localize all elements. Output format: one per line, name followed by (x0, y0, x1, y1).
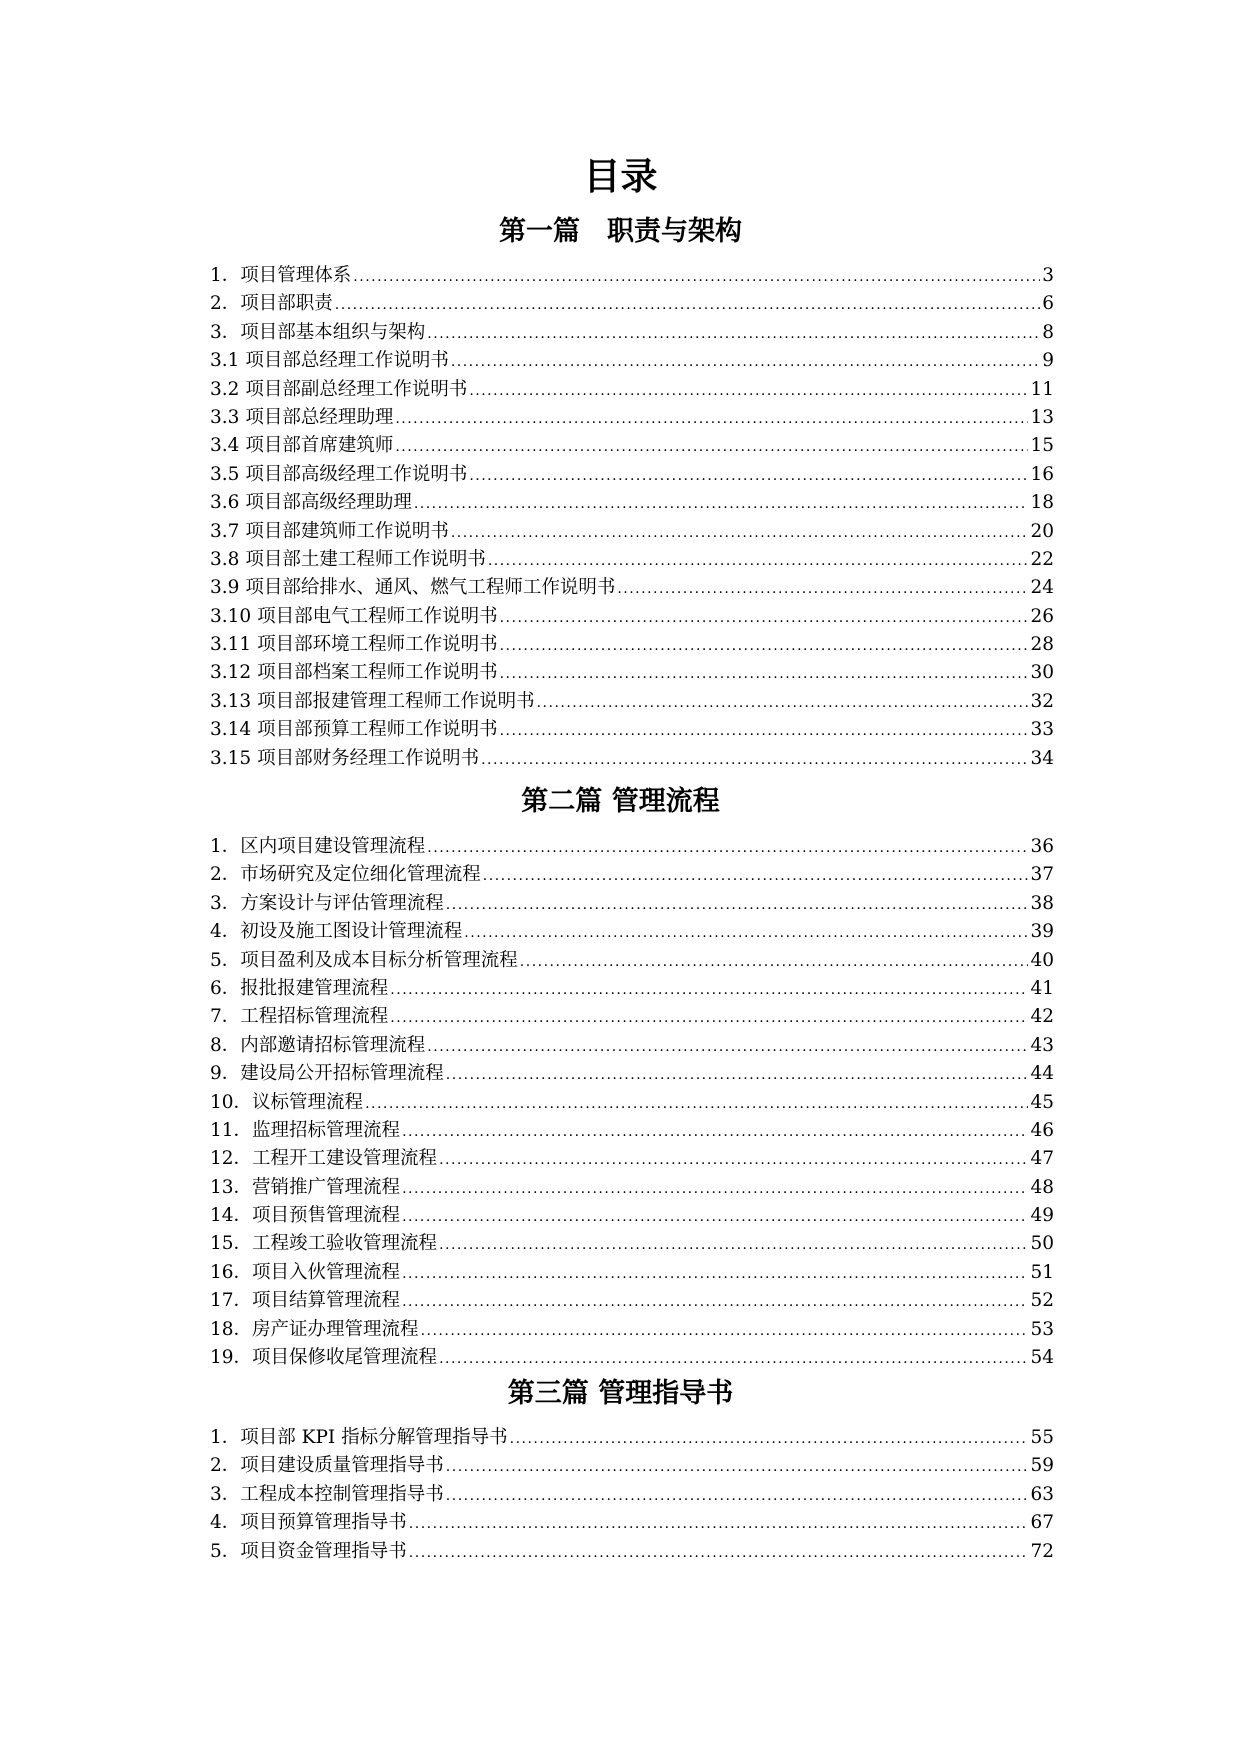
entry-number: 3.12 (210, 662, 258, 684)
page-number: 18 (1030, 492, 1054, 514)
entry-number: 8． (210, 1034, 241, 1056)
toc-entry[interactable] (210, 659, 1054, 687)
entry-number: 1． (210, 1427, 241, 1448)
entry-number: 3.14 (210, 719, 258, 741)
toc-entry[interactable] (210, 432, 1054, 460)
toc-entry[interactable] (210, 290, 1054, 318)
entry-number: 14． (210, 1205, 253, 1227)
entry-number: 17． (210, 1290, 253, 1312)
page-number: 9 (1042, 350, 1054, 372)
page-number: 11 (1030, 378, 1054, 400)
page-number: 3 (1042, 265, 1054, 286)
entry-number: 6． (210, 977, 241, 999)
entry-title: 市场研究及定位细化管理流程 (240, 864, 481, 886)
entry-title: 项目资金管理指导书 (240, 1540, 407, 1562)
dot-leader (617, 575, 1028, 603)
toc-list (210, 1424, 1054, 1566)
toc-entry[interactable] (210, 1202, 1054, 1230)
page-number: 47 (1030, 1148, 1054, 1170)
toc-entry[interactable] (210, 1287, 1054, 1315)
toc-entry[interactable] (210, 1259, 1054, 1287)
page-number: 72 (1030, 1540, 1054, 1562)
entry-title: 项目部职责 (240, 293, 333, 315)
entry-number: 3.2 (210, 378, 246, 400)
page-number: 40 (1030, 949, 1054, 971)
dot-leader (335, 291, 1040, 319)
entry-number: 7． (210, 1006, 241, 1028)
entry-number: 5． (210, 949, 241, 971)
entry-title: 项目部土建工程师工作说明书 (245, 548, 486, 570)
entry-number: 2． (210, 1455, 241, 1477)
entry-number: 9． (210, 1063, 241, 1085)
page-number: 16 (1030, 463, 1054, 485)
dot-leader (469, 377, 1028, 405)
entry-number: 11． (210, 1119, 253, 1141)
toc-entry[interactable] (210, 262, 1054, 290)
entry-number: 3.4 (210, 435, 246, 457)
entry-number: 3.5 (210, 463, 246, 485)
entry-title: 项目部总经理工作说明书 (245, 350, 449, 372)
page-number: 15 (1030, 435, 1054, 457)
dot-leader (451, 348, 1040, 376)
entry-title: 项目部基本组织与架构 (240, 321, 426, 343)
entry-title: 建设局公开招标管理流程 (240, 1063, 444, 1085)
toc-entry[interactable] (210, 461, 1054, 489)
page-number: 28 (1030, 634, 1054, 656)
toc-entry[interactable] (210, 1060, 1054, 1088)
page-number: 67 (1030, 1512, 1054, 1534)
toc-entry[interactable] (210, 404, 1054, 432)
dot-leader (409, 1539, 1029, 1567)
entry-title: 项目建设质量管理指导书 (240, 1455, 444, 1477)
page-number: 34 (1030, 747, 1054, 769)
toc-entry[interactable] (210, 947, 1054, 975)
toc-entry[interactable] (210, 918, 1054, 946)
entry-title: 初设及施工图设计管理流程 (240, 921, 463, 943)
dot-leader (439, 1146, 1028, 1174)
dot-leader (464, 919, 1028, 947)
dot-leader (390, 976, 1028, 1004)
toc-entry[interactable] (210, 1174, 1054, 1202)
dot-leader (439, 1231, 1028, 1259)
section-heading: 第二篇 管理流程 (521, 786, 720, 817)
entry-title: 项目入伙管理流程 (252, 1261, 401, 1283)
toc-entry[interactable] (210, 861, 1054, 889)
toc-entry[interactable] (210, 688, 1054, 716)
dot-leader (365, 1090, 1028, 1118)
page-number: 45 (1030, 1091, 1054, 1113)
entry-number: 3． (210, 321, 241, 343)
entry-number: 3.8 (210, 548, 246, 570)
dot-leader (451, 519, 1029, 547)
entry-title: 房产证办理管理流程 (252, 1318, 419, 1340)
dot-leader (427, 834, 1028, 862)
dot-leader (446, 891, 1029, 919)
toc-entry[interactable] (210, 1230, 1054, 1258)
page-number: 51 (1030, 1261, 1054, 1283)
toc-entry[interactable] (210, 1032, 1054, 1060)
entry-number: 2． (210, 293, 241, 315)
toc-entry[interactable] (210, 1117, 1054, 1145)
dot-leader (446, 1482, 1029, 1510)
toc-entry[interactable] (210, 319, 1054, 347)
section-heading: 第一篇 职责与架构 (499, 216, 742, 247)
page-number: 63 (1030, 1483, 1054, 1505)
page-number: 20 (1030, 520, 1054, 542)
entry-title: 项目保修收尾管理流程 (252, 1347, 438, 1369)
page-number: 36 (1030, 836, 1054, 857)
page-number: 38 (1030, 892, 1054, 914)
entry-number: 3.13 (210, 690, 258, 712)
dot-leader (402, 1288, 1028, 1316)
dot-leader (353, 263, 1040, 291)
toc-entry[interactable] (210, 1089, 1054, 1117)
toc-entry[interactable] (210, 1145, 1054, 1173)
page-number: 37 (1030, 864, 1054, 886)
page-number: 59 (1030, 1455, 1054, 1477)
page-number: 48 (1030, 1176, 1054, 1198)
dot-leader (421, 1317, 1029, 1345)
dot-leader (402, 1203, 1028, 1231)
toc-entry[interactable] (210, 1509, 1054, 1537)
page-number: 30 (1030, 662, 1054, 684)
toc-list (210, 262, 1054, 773)
toc-entry[interactable] (210, 1538, 1054, 1566)
entry-title: 项目部财务经理工作说明书 (257, 747, 480, 769)
entry-number: 18． (210, 1318, 253, 1340)
entry-number: 13． (210, 1176, 253, 1198)
entry-title: 报批报建管理流程 (240, 977, 389, 999)
entry-title: 营销推广管理流程 (252, 1176, 401, 1198)
entry-number: 3.7 (210, 520, 246, 542)
toc-entry[interactable] (210, 574, 1054, 602)
toc-entry[interactable] (210, 1316, 1054, 1344)
page-number: 22 (1030, 548, 1054, 570)
entry-title: 项目部首席建筑师 (245, 435, 394, 457)
page-number: 50 (1030, 1233, 1054, 1255)
dot-leader (500, 660, 1029, 688)
dot-leader (402, 1175, 1028, 1203)
section-heading: 第三篇 管理指导书 (507, 1378, 734, 1409)
page-number: 43 (1030, 1034, 1054, 1056)
page-number: 32 (1030, 690, 1054, 712)
toc-entry[interactable] (210, 975, 1054, 1003)
dot-leader (446, 1061, 1029, 1089)
dot-leader (395, 433, 1028, 461)
entry-title: 议标管理流程 (252, 1091, 364, 1113)
entry-title: 项目部给排水、通风、燃气工程师工作说明书 (245, 577, 616, 599)
page-number: 13 (1030, 406, 1054, 428)
entry-title: 项目部报建管理工程师工作说明书 (257, 690, 535, 712)
dot-leader (500, 604, 1029, 632)
entry-title: 内部邀请招标管理流程 (240, 1034, 426, 1056)
page-number: 42 (1030, 1006, 1054, 1028)
dot-leader (469, 462, 1028, 490)
toc-entry[interactable] (210, 347, 1054, 375)
page-number: 8 (1042, 321, 1054, 343)
dot-leader (427, 320, 1040, 348)
entry-number: 3.1 (210, 350, 246, 372)
entry-number: 3． (210, 1483, 241, 1505)
entry-number: 4． (210, 1512, 241, 1534)
entry-number: 3.15 (210, 747, 258, 769)
entry-title: 项目部总经理助理 (245, 406, 394, 428)
toc-entry[interactable] (210, 745, 1054, 773)
entry-title: 项目部预算工程师工作说明书 (257, 719, 498, 741)
entry-title: 项目部高级经理助理 (245, 492, 412, 514)
toc-entry[interactable] (210, 1344, 1054, 1372)
entry-title: 工程竣工验收管理流程 (252, 1233, 438, 1255)
dot-leader (488, 547, 1029, 575)
entry-number: 3.11 (210, 634, 258, 656)
page-number: 44 (1030, 1063, 1054, 1085)
entry-title: 项目预售管理流程 (252, 1205, 401, 1227)
entry-number: 16． (210, 1261, 253, 1283)
entry-title: 项目部 KPI 指标分解管理指导书 (240, 1427, 508, 1448)
entry-title: 项目盈利及成本目标分析管理流程 (240, 949, 518, 971)
entry-number: 3． (210, 892, 241, 914)
dot-leader (402, 1118, 1028, 1146)
page-number: 54 (1030, 1347, 1054, 1369)
toc-entry[interactable] (210, 489, 1054, 517)
page-number: 33 (1030, 719, 1054, 741)
page-number: 53 (1030, 1318, 1054, 1340)
entry-title: 项目部高级经理工作说明书 (245, 463, 468, 485)
toc-entry[interactable] (210, 833, 1054, 861)
entry-number: 1． (210, 265, 241, 286)
toc-entry[interactable] (210, 603, 1054, 631)
dot-leader (446, 1453, 1029, 1481)
entry-number: 5． (210, 1540, 241, 1562)
entry-title: 项目管理体系 (240, 265, 352, 286)
dot-leader (439, 1345, 1028, 1373)
entry-title: 工程成本控制管理指导书 (240, 1483, 444, 1505)
entry-number: 1． (210, 836, 241, 857)
dot-leader (481, 746, 1028, 774)
page-number: 55 (1030, 1427, 1054, 1448)
toc-entry[interactable] (210, 631, 1054, 659)
dot-leader (427, 1033, 1028, 1061)
toc-entry[interactable] (210, 518, 1054, 546)
toc-entry[interactable] (210, 716, 1054, 744)
dot-leader (390, 1004, 1028, 1032)
page-number: 46 (1030, 1119, 1054, 1141)
entry-number: 3.9 (210, 577, 246, 599)
entry-title: 项目部电气工程师工作说明书 (257, 605, 498, 627)
entry-number: 3.10 (210, 605, 258, 627)
entry-title: 区内项目建设管理流程 (240, 836, 426, 857)
entry-title: 项目结算管理流程 (252, 1290, 401, 1312)
dot-leader (395, 405, 1028, 433)
page-number: 26 (1030, 605, 1054, 627)
entry-number: 3.6 (210, 492, 246, 514)
entry-number: 4． (210, 921, 241, 943)
entry-number: 2． (210, 864, 241, 886)
page-number: 24 (1030, 577, 1054, 599)
toc-entry[interactable] (210, 1003, 1054, 1031)
entry-number: 10． (210, 1091, 253, 1113)
toc-list (210, 833, 1054, 1372)
entry-number: 12． (210, 1148, 253, 1170)
dot-leader (402, 1260, 1028, 1288)
entry-title: 方案设计与评估管理流程 (240, 892, 444, 914)
entry-title: 监理招标管理流程 (252, 1119, 401, 1141)
toc-entry[interactable] (210, 546, 1054, 574)
dot-leader (483, 862, 1029, 890)
entry-title: 工程招标管理流程 (240, 1006, 389, 1028)
dot-leader (500, 717, 1029, 745)
dot-leader (510, 1425, 1029, 1453)
entry-title: 项目部建筑师工作说明书 (245, 520, 449, 542)
toc-entry[interactable] (210, 1452, 1054, 1480)
entry-title: 项目部档案工程师工作说明书 (257, 662, 498, 684)
toc-entry[interactable] (210, 890, 1054, 918)
page-number: 49 (1030, 1205, 1054, 1227)
entry-title: 项目部环境工程师工作说明书 (257, 634, 498, 656)
entry-title: 项目部副总经理工作说明书 (245, 378, 468, 400)
toc-entry[interactable] (210, 1481, 1054, 1509)
page-title: 目录 (583, 155, 658, 198)
page-number: 41 (1030, 977, 1054, 999)
dot-leader (409, 1510, 1029, 1538)
dot-leader (414, 490, 1029, 518)
page-number: 6 (1042, 293, 1054, 315)
entry-title: 工程开工建设管理流程 (252, 1148, 438, 1170)
entry-number: 15． (210, 1233, 253, 1255)
dot-leader (500, 632, 1029, 660)
toc-entry[interactable] (210, 1424, 1054, 1452)
entry-number: 19． (210, 1347, 253, 1369)
toc-entry[interactable] (210, 376, 1054, 404)
entry-title: 项目预算管理指导书 (240, 1512, 407, 1534)
page-number: 52 (1030, 1290, 1054, 1312)
page-number: 39 (1030, 921, 1054, 943)
dot-leader (537, 689, 1029, 717)
dot-leader (520, 948, 1029, 976)
entry-number: 3.3 (210, 406, 246, 428)
